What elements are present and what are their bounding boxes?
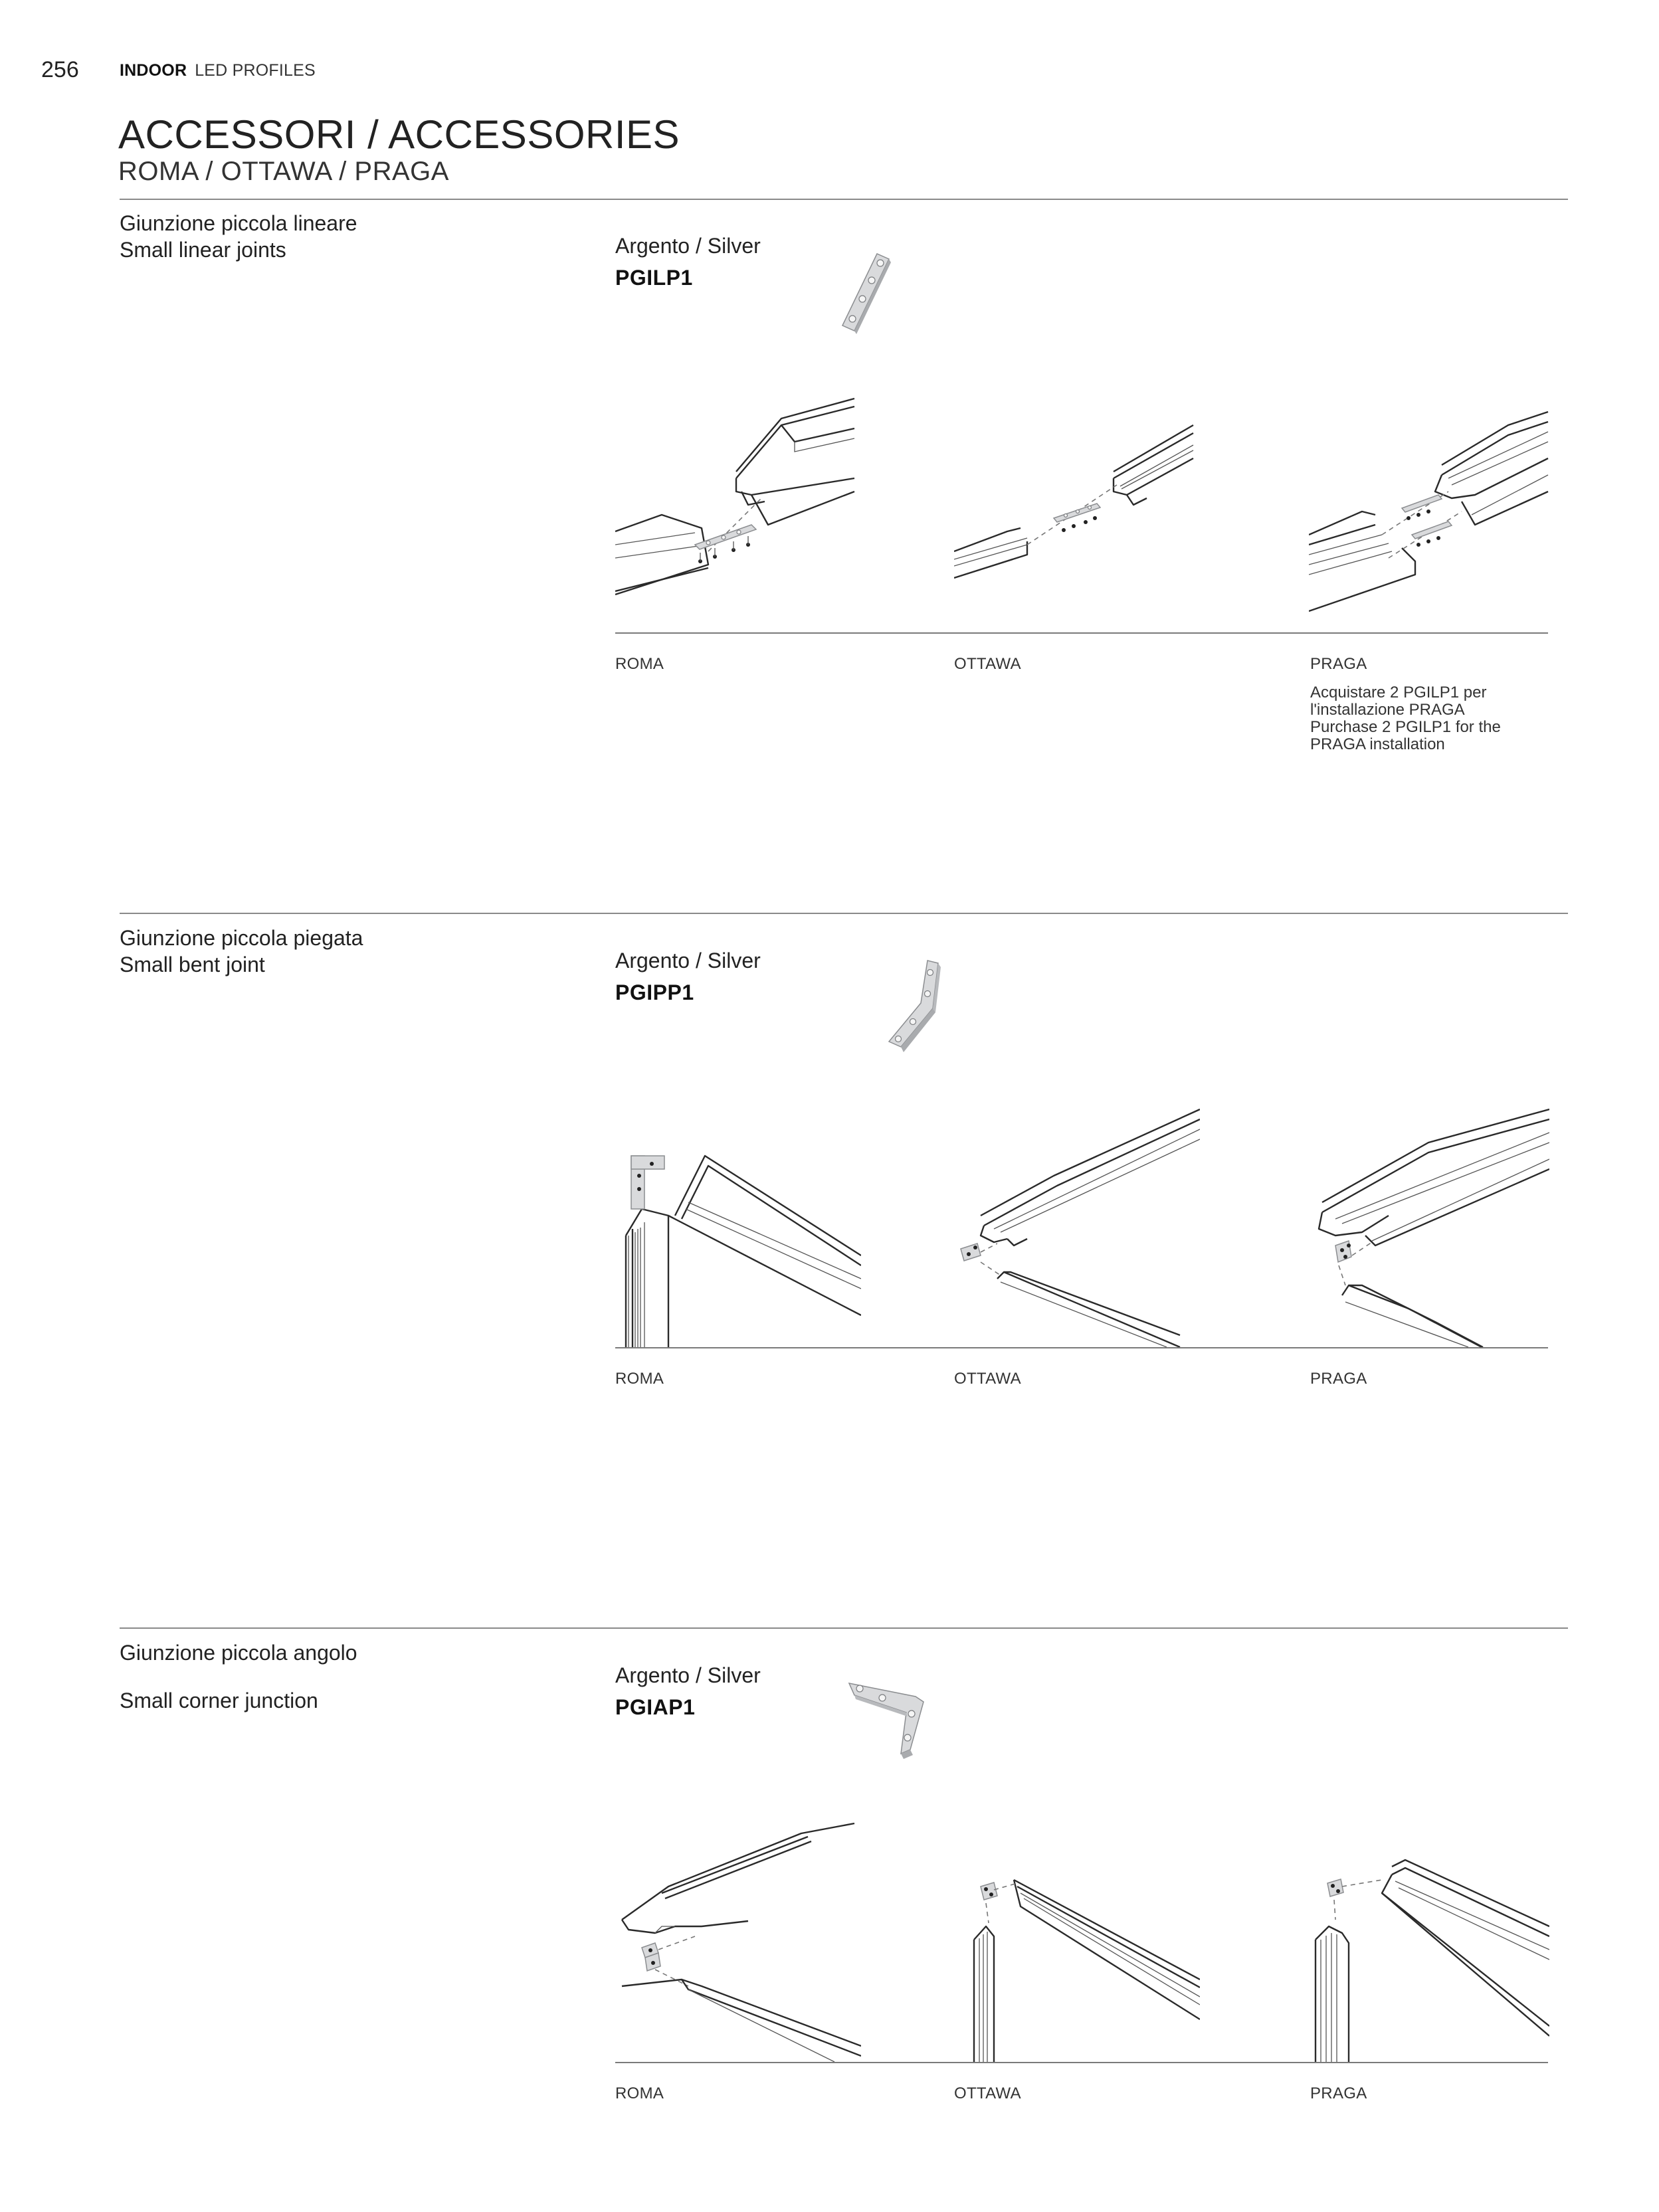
profile-label-ottawa: OTTAWA xyxy=(954,655,1021,673)
ottawa-corner-drawing xyxy=(954,1820,1200,2062)
praga-linear-drawing xyxy=(1309,392,1549,632)
profile-label-praga: PRAGA xyxy=(1310,655,1367,673)
finish-label: Argento / Silver xyxy=(615,234,761,258)
category-label: INDOOR xyxy=(120,61,187,80)
note-line: Acquistare 2 PGILP1 per xyxy=(1310,684,1487,701)
roma-bent-drawing xyxy=(615,1103,861,1347)
section-name-linear xyxy=(120,210,357,263)
profile-label-roma: ROMA xyxy=(615,1370,664,1388)
ottawa-linear-drawing xyxy=(954,412,1200,632)
section-name-it: Giunzione piccola angolo xyxy=(120,1641,357,1665)
finish-label: Argento / Silver xyxy=(615,1663,761,1687)
page-subtitle: ROMA / OTTAWA / PRAGA xyxy=(118,157,449,186)
profile-label-roma: ROMA xyxy=(615,655,664,673)
finish-label: Argento / Silver xyxy=(615,949,761,972)
section-name-corner xyxy=(120,1639,357,1714)
praga-bent-drawing xyxy=(1309,1103,1549,1347)
drawing-baseline xyxy=(615,1347,1548,1348)
roma-corner-drawing xyxy=(615,1820,861,2062)
section-name-it: Giunzione piccola lineare xyxy=(120,211,357,235)
product-code: PGIPP1 xyxy=(615,980,694,1004)
linear-joint-plate-image xyxy=(830,247,917,340)
profile-label-praga: PRAGA xyxy=(1310,1370,1367,1388)
praga-corner-drawing xyxy=(1309,1820,1549,2062)
profile-label-roma: ROMA xyxy=(615,2084,664,2102)
note-line: l'installazione PRAGA xyxy=(1310,701,1465,719)
profile-label-ottawa: OTTAWA xyxy=(954,1370,1021,1388)
section-name-en: Small bent joint xyxy=(120,953,265,976)
section-name-en: Small corner junction xyxy=(120,1689,318,1712)
page-title: ACCESSORI / ACCESSORIES xyxy=(118,112,680,157)
note-line: Purchase 2 PGILP1 for the xyxy=(1310,718,1501,736)
product-code: PGILP1 xyxy=(615,266,693,290)
section-name-it: Giunzione piccola piegata xyxy=(120,926,363,950)
page-number: 256 xyxy=(41,57,79,82)
ottawa-bent-drawing xyxy=(954,1103,1200,1347)
corner-joint-plate-image xyxy=(841,1666,941,1766)
roma-linear-drawing xyxy=(615,392,861,632)
profile-label-ottawa: OTTAWA xyxy=(954,2084,1021,2102)
section-divider xyxy=(120,913,1568,914)
product-code: PGIAP1 xyxy=(615,1695,696,1719)
installation-note xyxy=(1310,684,1549,753)
drawing-baseline xyxy=(615,2062,1548,2063)
section-name-en: Small linear joints xyxy=(120,238,286,262)
bent-joint-plate-image xyxy=(874,955,947,1061)
section-divider xyxy=(120,1627,1568,1629)
running-head xyxy=(120,61,316,80)
profile-label-praga: PRAGA xyxy=(1310,2084,1367,2102)
note-line: PRAGA installation xyxy=(1310,735,1445,753)
section-name-bent xyxy=(120,925,363,978)
drawing-baseline xyxy=(615,632,1548,634)
section-divider xyxy=(120,199,1568,200)
subcategory-label: LED PROFILES xyxy=(195,61,316,80)
